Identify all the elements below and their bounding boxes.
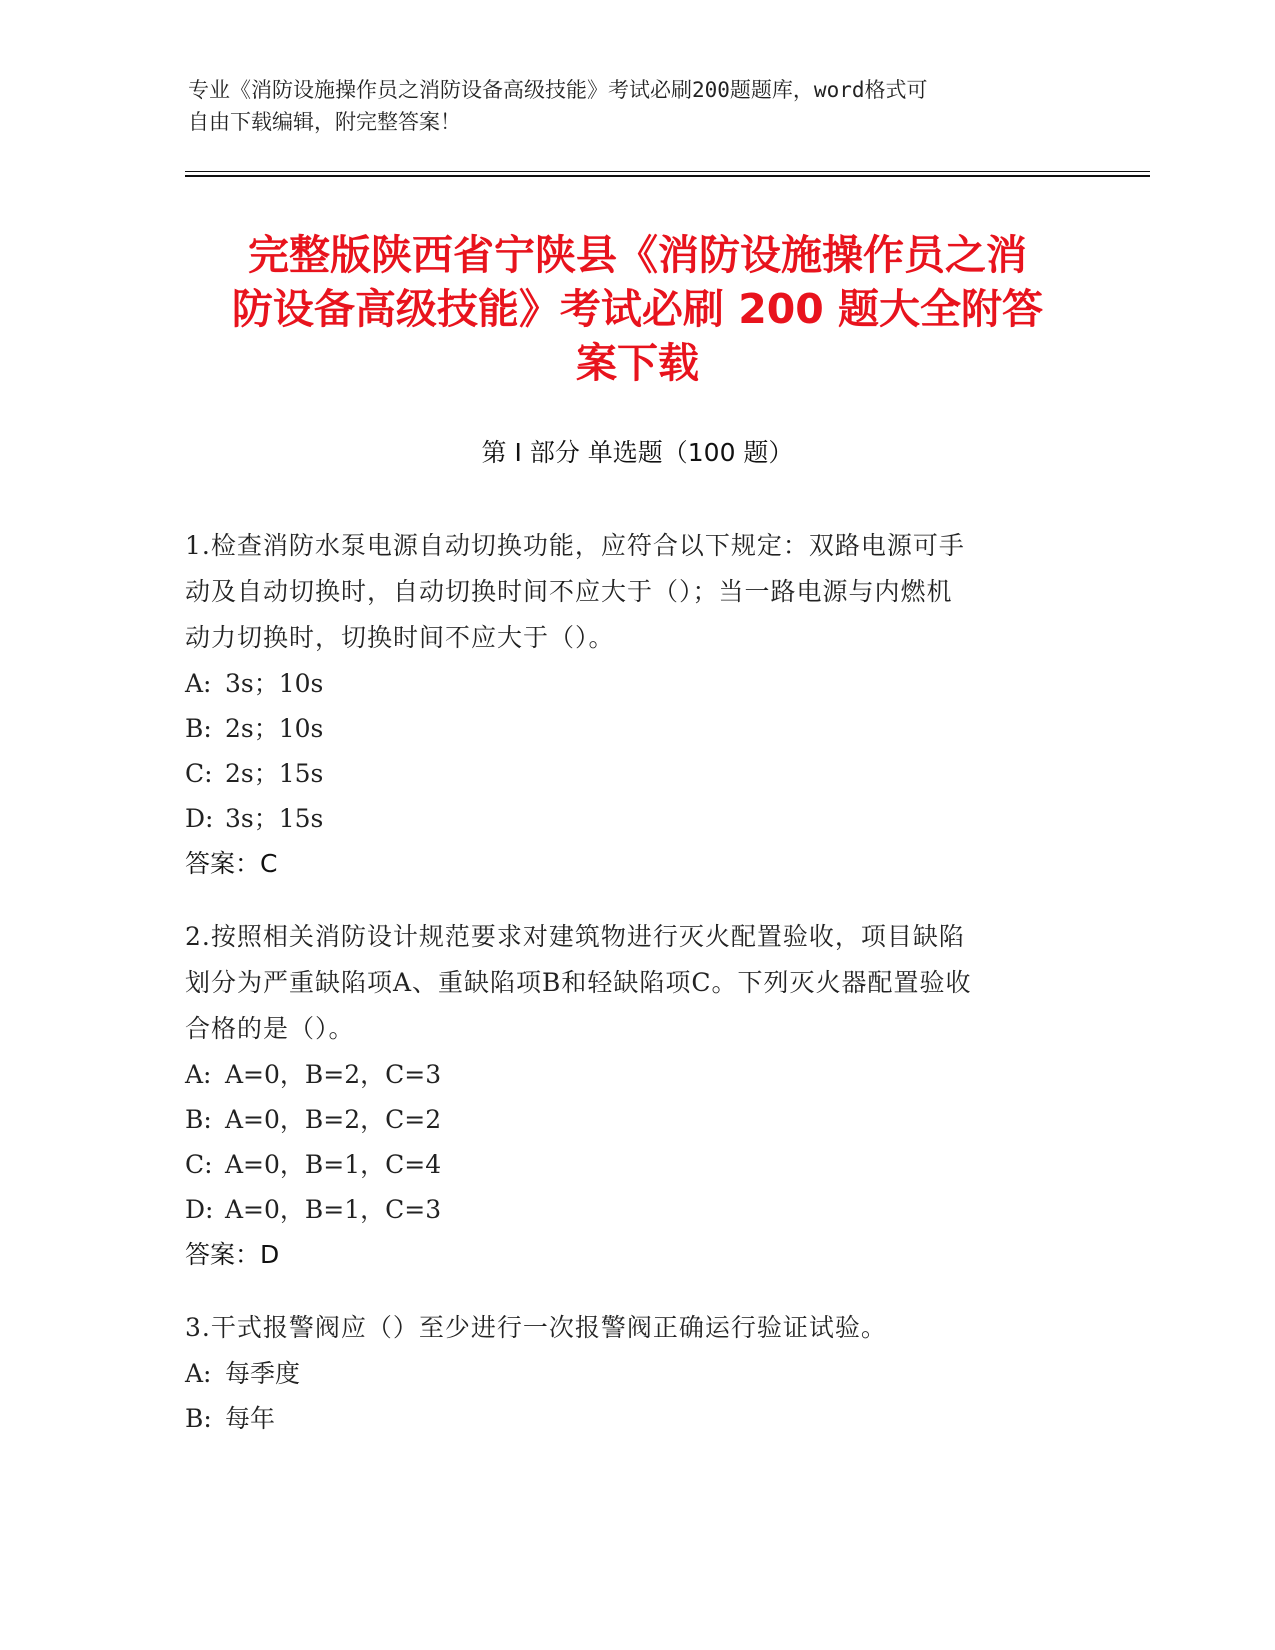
option-text: 每年 (225, 1404, 276, 1433)
header-note-line-2: 自由下载编辑，附完整答案！ (188, 110, 461, 134)
answer-line: 答案：D (185, 1240, 280, 1269)
question-stem (185, 914, 1065, 1052)
question-stem-line: 1.检查消防水泵电源自动切换功能，应符合以下规定：双路电源可手 (185, 531, 965, 560)
option-text: A=0，B=1，C=4 (225, 1150, 442, 1179)
page-title (185, 228, 1090, 390)
option-d (185, 796, 1065, 841)
option-b (185, 1396, 1065, 1441)
option-letter: A: (185, 669, 212, 698)
page-title-line-2: 防设备高级技能》考试必刷 200 题大全附答 (231, 285, 1044, 333)
option-text: 2s；15s (225, 759, 324, 788)
option-letter: A: (185, 1060, 212, 1089)
question-stem (185, 523, 1065, 661)
option-letter: B: (185, 1404, 212, 1433)
option-letter: D: (185, 1195, 214, 1224)
option-text: 每季度 (225, 1359, 301, 1388)
option-a (185, 661, 1065, 706)
question-3 (185, 1305, 1065, 1441)
option-letter: C: (185, 1150, 213, 1179)
question-stem-line: 动力切换时，切换时间不应大于（）。 (185, 623, 615, 652)
header-note (188, 74, 1068, 138)
option-text: A=0，B=2，C=3 (225, 1060, 442, 1089)
option-text: 3s；10s (225, 669, 324, 698)
question-1 (185, 523, 1065, 886)
question-stem-line: 合格的是（）。 (185, 1014, 355, 1043)
question-2 (185, 914, 1065, 1277)
question-stem-line: 划分为严重缺陷项A、重缺陷项B和轻缺陷项C。下列灭火器配置验收 (185, 968, 972, 997)
question-stem-line: 动及自动切换时，自动切换时间不应大于（）；当一路电源与内燃机 (185, 577, 953, 606)
option-a (185, 1052, 1065, 1097)
option-letter: B: (185, 1105, 212, 1134)
option-letter: B: (185, 714, 212, 743)
header-note-line-1: 专业《消防设施操作员之消防设备高级技能》考试必刷200题题库，word格式可 (188, 78, 928, 102)
question-stem-line: 3.干式报警阀应（）至少进行一次报警阀正确运行验证试验。 (185, 1313, 887, 1342)
option-text: A=0，B=1，C=3 (225, 1195, 442, 1224)
option-c (185, 751, 1065, 796)
page-title-line-1: 完整版陕西省宁陕县《消防设施操作员之消 (248, 231, 1027, 279)
header-rule-top (185, 171, 1150, 172)
page-title-line-3: 案下载 (576, 339, 699, 387)
question-stem (185, 1305, 1065, 1351)
option-a (185, 1351, 1065, 1396)
option-b (185, 1097, 1065, 1142)
option-text: 2s；10s (225, 714, 324, 743)
option-text: 3s；15s (225, 804, 324, 833)
question-stem-line: 2.按照相关消防设计规范要求对建筑物进行灭火配置验收，项目缺陷 (185, 922, 965, 951)
option-text: A=0，B=2，C=2 (225, 1105, 442, 1134)
header-rule-bottom (185, 175, 1150, 177)
option-d (185, 1187, 1065, 1232)
option-letter: D: (185, 804, 214, 833)
option-b (185, 706, 1065, 751)
option-c (185, 1142, 1065, 1187)
option-letter: A: (185, 1359, 212, 1388)
answer-line: 答案：C (185, 849, 278, 878)
section-heading: 第 I 部分 单选题（100 题） (481, 438, 794, 467)
option-letter: C: (185, 759, 213, 788)
